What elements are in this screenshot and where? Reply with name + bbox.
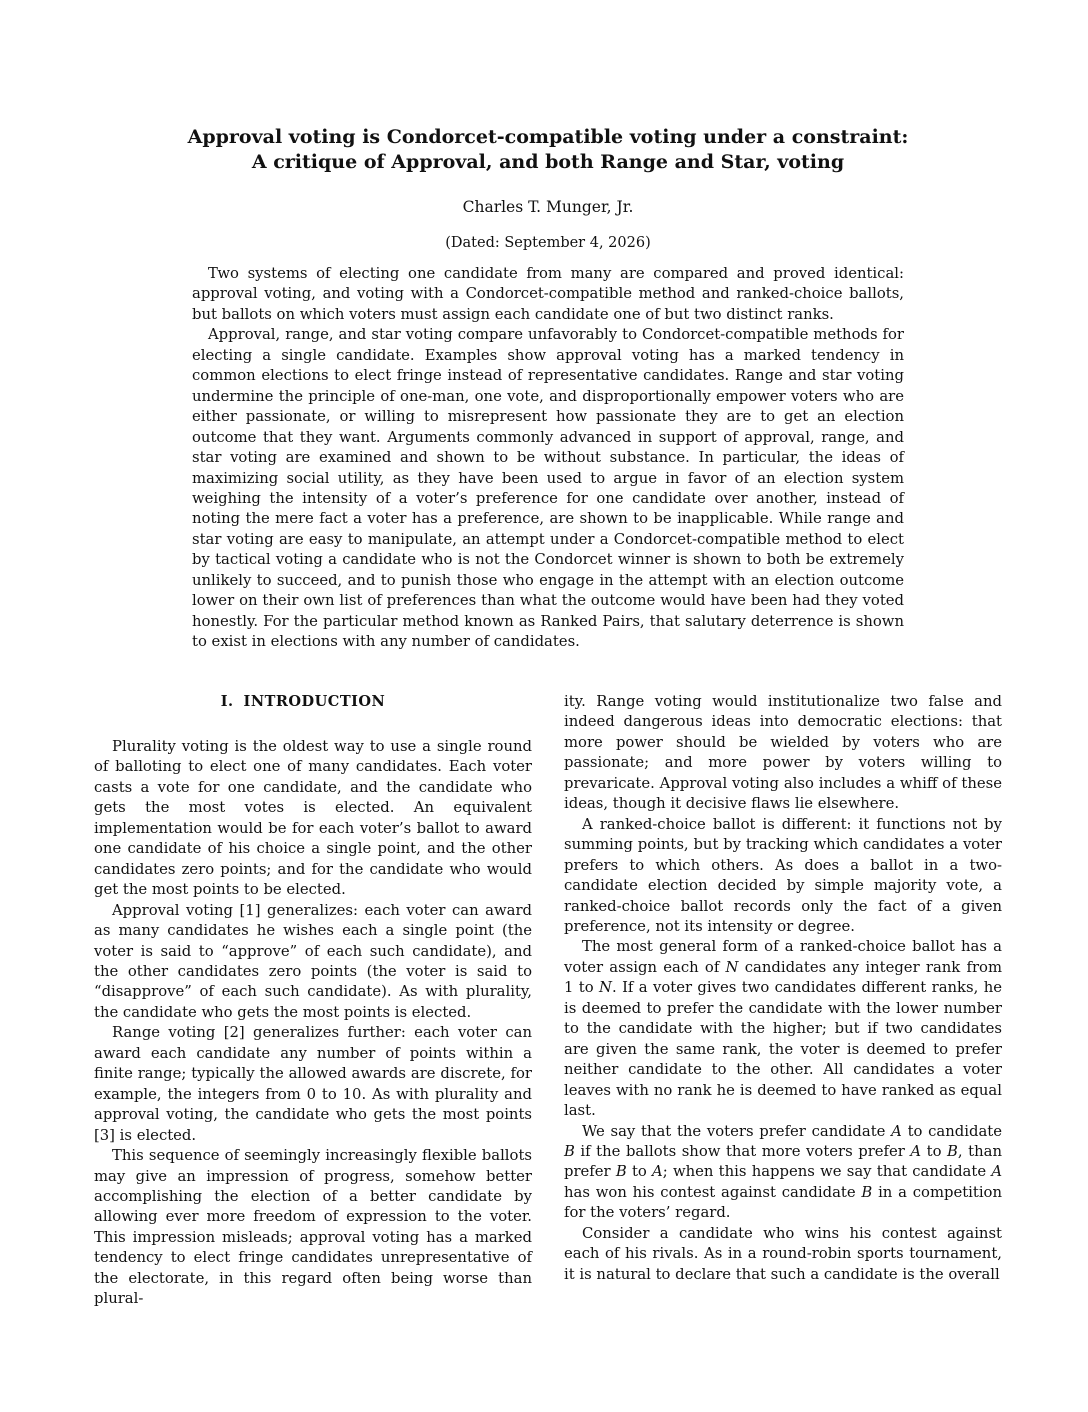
text-run: . If a voter gives two candidates different ranks, he is deemed to prefer the candidate with the lower number to the candidate with the higher; but if two candidates are given the same rank, the voter is deemed to prefer neither candidate to the other. All candidates a voter leaves with no rank he is deemed to have ranked as equal last.: [564, 979, 1002, 1120]
body-paragraph: ity. Range voting would institutionalize two false and indeed dangerous ideas into democratic elections: that more power should be wielded by voters who are passionate; and more power by voters willing to prevaricate. Approval voting also includes a whiff of these ideas, though it decisive flaws lie elsewhere.: [564, 693, 1002, 813]
title-line-1: Approval voting is Condorcet-compatible voting under a constraint:: [187, 126, 909, 148]
math-variable: A: [910, 1142, 922, 1160]
text-run: to candidate: [901, 1122, 1002, 1140]
right-column: [564, 692, 1002, 1285]
text-run: ; when this happens we say that candidate: [662, 1163, 992, 1181]
section-title: INTRODUCTION: [243, 693, 386, 710]
body-paragraph: A ranked-choice ballot is different: it functions not by summing points, but by tracking which candidates a voter prefers to which others. As does a ballot in a two-candidate election decided by simple majority vote, a ranked-choice ballot records only the fact of a given preference, not its intensity or degree.: [564, 815, 1002, 935]
math-variable: N: [599, 979, 612, 997]
body-paragraph: [564, 937, 1002, 1121]
math-variable: B: [861, 1183, 873, 1201]
body-paragraph: This sequence of seemingly increasingly flexible ballots may give an impression of progress, somehow better accomplishing the election of a better candidate by allowing ever more freedom of expression to the voter. This impression misleads; approval voting has a marked tendency to elect fringe candidates unrepresentative of the electorate, in this regard often being worse than plural-: [94, 1147, 532, 1308]
date-line: (Dated: September 4, 2026): [445, 235, 651, 251]
paper-title: [100, 125, 996, 175]
math-variable: B: [615, 1163, 627, 1181]
body-paragraph: Consider a candidate who wins his contest against each of his rivals. As in a round-robin sports tournament, it is natural to declare that such a candidate is the overall: [564, 1224, 1002, 1283]
math-variable: B: [564, 1142, 575, 1160]
left-column: [94, 692, 532, 1310]
abstract-paragraph: Approval, range, and star voting compare unfavorably to Condorcet-compatible methods for electing a single candidate. Examples show approval voting has a marked tendency in common elections to elect fringe instead of representative candidates. Range and star voting undermine the principle of one-man, one vote, and disproportionally empower voters who are either passionate, or willing to misrepresent how passionate they are to get an election outcome that they want. Arguments commonly advanced in support of approval, range, and star voting are examined and shown to be without substance. In particular, the ideas of maximizing social utility, as they have been used to argue in favor of an election system weighing the intensity of a voter’s preference for one candidate over another, instead of noting the mere fact a voter has a preference, are shown to be inapplicable. While range and star voting are easy to manipulate, an attempt under a Condorcet-compatible method to elect by tactical voting a candidate who is not the Condorcet winner is shown to both be extremely unlikely to succeed, and to punish those who engage in the attempt with an election outcome lower on their own list of preferences than what the outcome would have been had they voted honestly. For the particular method known as Ranked Pairs, that salutary deterrence is shown to exist in elections with any number of candidates.: [192, 326, 904, 651]
section-number: I.: [220, 693, 234, 710]
math-variable: A: [891, 1122, 902, 1140]
body-paragraph: Approval voting [1] generalizes: each voter can award as many candidates he wishes each a single point (the voter is said to “approve” of each such candidate), and the other candidates zero points (the voter is said to “disapprove” of each such candidate). As with plurality, the candidate who gets the most points is elected.: [94, 901, 532, 1021]
body-paragraph: [564, 1122, 1002, 1224]
text-run: , than prefer: [564, 1142, 1002, 1181]
author-name: Charles T. Munger, Jr.: [462, 198, 634, 216]
math-variable: A: [991, 1163, 1003, 1181]
text-run: has won his contest against candidate: [564, 1183, 862, 1201]
body-paragraph: Plurality voting is the oldest way to use a single round of balloting to elect one of many candidates. Each voter casts a vote for one candidate, and the candidate who gets the most votes is elected. An equivalent implementation would be for each voter’s ballot to award one candidate of his choice a single point, and the other candidates zero points; and for the candidate who would get the most points to be elected.: [94, 738, 532, 899]
math-variable: B: [947, 1142, 958, 1160]
text-run: candidates any integer rank from 1 to: [564, 958, 1003, 997]
abstract-paragraph: Two systems of electing one candidate from many are compared and proved identical: approval voting, and voting with a Condorcet-compatible method and ranked-choice ballots, but ballots on which voters must assign each candidate one of but two distinct ranks.: [192, 265, 904, 323]
math-variable: A: [652, 1163, 663, 1181]
text-run: if the ballots show that more voters prefer: [574, 1142, 911, 1160]
body-paragraph: Range voting [2] generalizes further: each voter can award each candidate any number of points within a finite range; typically the allowed awards are discrete, for example, the integers from 0 to 10. As with plurality and approval voting, the candidate who gets the most points [3] is elected.: [94, 1024, 532, 1144]
text-run: to: [626, 1163, 653, 1181]
math-variable: N: [725, 958, 739, 976]
title-line-2: A critique of Approval, and both Range and Star, voting: [251, 151, 845, 173]
text-run: in a competition for the voters’ regard.: [564, 1183, 1002, 1222]
text-run: We say that the voters prefer candidate: [582, 1122, 892, 1140]
text-run: The most general form of a ranked-choice ballot has a voter assign each of: [564, 938, 1002, 976]
section-heading: [94, 692, 532, 712]
abstract: [192, 264, 904, 653]
text-run: to: [921, 1142, 948, 1160]
